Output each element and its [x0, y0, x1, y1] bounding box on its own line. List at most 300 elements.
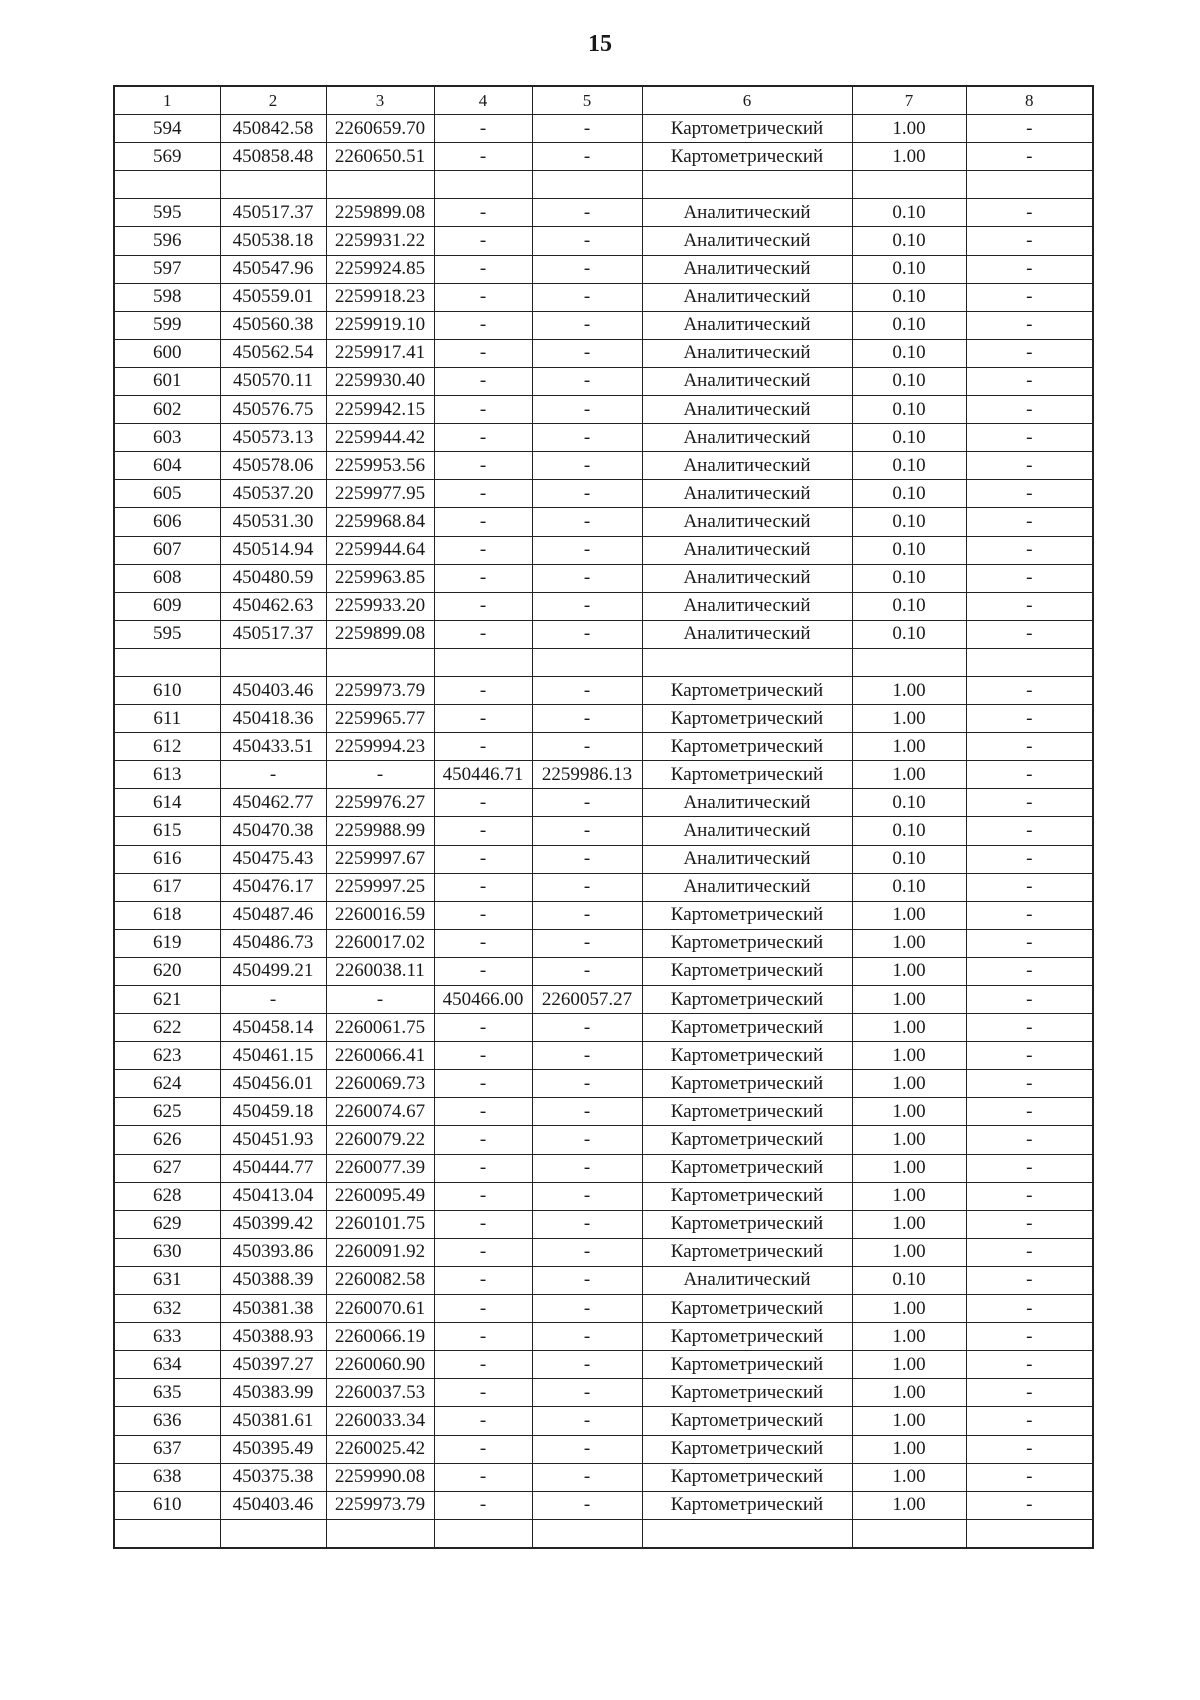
cell-x-existing: 450461.15: [220, 1042, 326, 1070]
cell-method: Аналитический: [642, 255, 852, 283]
cell-point-number: 595: [114, 620, 220, 648]
cell-point-number: 613: [114, 761, 220, 789]
table-row: [114, 1098, 1093, 1126]
cell-x-existing: 450470.38: [220, 817, 326, 845]
cell-x-new: -: [434, 452, 532, 480]
cell-accuracy: 0.10: [852, 592, 966, 620]
cell-point-number: 614: [114, 789, 220, 817]
cell-accuracy: 0.10: [852, 396, 966, 424]
cell-description: -: [966, 452, 1093, 480]
cell-point-number: 628: [114, 1182, 220, 1210]
table-row: [114, 1295, 1093, 1323]
cell-x-new: -: [434, 620, 532, 648]
cell-method: Аналитический: [642, 339, 852, 367]
cell-x-new: -: [434, 817, 532, 845]
cell-x-existing: 450388.93: [220, 1323, 326, 1351]
cell-y-existing: 2260079.22: [326, 1126, 434, 1154]
cell-y-existing: 2260016.59: [326, 901, 434, 929]
cell-x-existing: 450433.51: [220, 733, 326, 761]
cell-accuracy: 1.00: [852, 901, 966, 929]
cell-y-new: -: [532, 789, 642, 817]
cell-y-existing: 2259988.99: [326, 817, 434, 845]
cell-point-number: 630: [114, 1238, 220, 1266]
cell-y-new: 2259986.13: [532, 761, 642, 789]
cell-method: Картометрический: [642, 115, 852, 143]
cell-method: Аналитический: [642, 817, 852, 845]
cell-x-new: -: [434, 1463, 532, 1491]
cell-y-new: -: [532, 1182, 642, 1210]
cell-y-existing: [326, 171, 434, 199]
table-row: [114, 508, 1093, 536]
cell-point-number: 629: [114, 1210, 220, 1238]
cell-x-existing: 450858.48: [220, 143, 326, 171]
cell-y-new: 2260057.27: [532, 986, 642, 1014]
header-row: [114, 86, 1093, 115]
cell-accuracy: 1.00: [852, 1154, 966, 1182]
cell-description: -: [966, 508, 1093, 536]
cell-description: -: [966, 845, 1093, 873]
cell-y-existing: [326, 648, 434, 676]
cell-x-existing: -: [220, 761, 326, 789]
cell-y-existing: 2259930.40: [326, 367, 434, 395]
cell-point-number: 609: [114, 592, 220, 620]
cell-y-new: -: [532, 901, 642, 929]
cell-y-new: -: [532, 396, 642, 424]
cell-x-new: -: [434, 424, 532, 452]
column-header-2: 2: [220, 86, 326, 115]
cell-point-number: 631: [114, 1266, 220, 1294]
cell-y-existing: 2260066.19: [326, 1323, 434, 1351]
cell-y-new: -: [532, 1351, 642, 1379]
cell-description: -: [966, 1491, 1093, 1519]
cell-x-existing: 450381.61: [220, 1407, 326, 1435]
cell-x-existing: 450399.42: [220, 1210, 326, 1238]
table-row: [114, 283, 1093, 311]
cell-y-existing: 2259976.27: [326, 789, 434, 817]
cell-description: -: [966, 1070, 1093, 1098]
cell-point-number: 569: [114, 143, 220, 171]
cell-point-number: 627: [114, 1154, 220, 1182]
cell-y-existing: 2259963.85: [326, 564, 434, 592]
cell-x-new: -: [434, 1435, 532, 1463]
cell-method: Аналитический: [642, 789, 852, 817]
cell-accuracy: [852, 171, 966, 199]
cell-x-existing: 450458.14: [220, 1014, 326, 1042]
column-header-1: 1: [114, 86, 220, 115]
cell-y-existing: 2260033.34: [326, 1407, 434, 1435]
column-header-8: 8: [966, 86, 1093, 115]
cell-accuracy: 1.00: [852, 1070, 966, 1098]
cell-x-new: -: [434, 480, 532, 508]
cell-point-number: 618: [114, 901, 220, 929]
cell-description: -: [966, 143, 1093, 171]
cell-description: -: [966, 1098, 1093, 1126]
cell-accuracy: 0.10: [852, 367, 966, 395]
cell-method: Аналитический: [642, 592, 852, 620]
cell-method: Аналитический: [642, 227, 852, 255]
cell-y-existing: 2259919.10: [326, 311, 434, 339]
cell-y-new: -: [532, 1323, 642, 1351]
cell-description: -: [966, 255, 1093, 283]
cell-description: -: [966, 1238, 1093, 1266]
cell-point-number: 619: [114, 929, 220, 957]
table-row: [114, 705, 1093, 733]
cell-x-new: -: [434, 1351, 532, 1379]
separator-row: [114, 1519, 1093, 1548]
cell-x-new: -: [434, 705, 532, 733]
cell-x-new: -: [434, 1295, 532, 1323]
cell-y-existing: 2259942.15: [326, 396, 434, 424]
cell-x-new: -: [434, 115, 532, 143]
cell-y-existing: 2260060.90: [326, 1351, 434, 1379]
cell-description: -: [966, 339, 1093, 367]
coordinates-table: [113, 85, 1094, 1549]
column-header-3: 3: [326, 86, 434, 115]
cell-y-existing: 2260095.49: [326, 1182, 434, 1210]
cell-description: -: [966, 1014, 1093, 1042]
cell-y-new: -: [532, 1295, 642, 1323]
cell-point-number: 608: [114, 564, 220, 592]
table-row: [114, 873, 1093, 901]
cell-description: -: [966, 1295, 1093, 1323]
cell-method: Аналитический: [642, 367, 852, 395]
column-header-7: 7: [852, 86, 966, 115]
cell-x-new: 450446.71: [434, 761, 532, 789]
cell-description: -: [966, 1210, 1093, 1238]
cell-y-existing: 2259953.56: [326, 452, 434, 480]
cell-y-existing: 2260650.51: [326, 143, 434, 171]
cell-y-new: -: [532, 845, 642, 873]
cell-x-new: [434, 171, 532, 199]
cell-x-existing: 450480.59: [220, 564, 326, 592]
cell-x-new: -: [434, 845, 532, 873]
cell-point-number: 607: [114, 536, 220, 564]
cell-x-existing: 450842.58: [220, 115, 326, 143]
table-row: [114, 311, 1093, 339]
cell-x-existing: 450476.17: [220, 873, 326, 901]
cell-method: Картометрический: [642, 1210, 852, 1238]
cell-accuracy: 1.00: [852, 1014, 966, 1042]
cell-y-existing: 2260025.42: [326, 1435, 434, 1463]
cell-accuracy: 1.00: [852, 1098, 966, 1126]
cell-x-existing: 450451.93: [220, 1126, 326, 1154]
cell-x-existing: 450538.18: [220, 227, 326, 255]
table-row: [114, 424, 1093, 452]
cell-description: [966, 1519, 1093, 1548]
cell-x-existing: 450444.77: [220, 1154, 326, 1182]
cell-x-new: [434, 648, 532, 676]
cell-accuracy: 1.00: [852, 1295, 966, 1323]
cell-method: Картометрический: [642, 1351, 852, 1379]
cell-accuracy: 0.10: [852, 255, 966, 283]
cell-description: -: [966, 592, 1093, 620]
cell-x-new: -: [434, 733, 532, 761]
cell-accuracy: [852, 1519, 966, 1548]
cell-description: -: [966, 227, 1093, 255]
table-row: [114, 1014, 1093, 1042]
cell-description: -: [966, 480, 1093, 508]
cell-description: -: [966, 1266, 1093, 1294]
cell-description: -: [966, 817, 1093, 845]
cell-point-number: 595: [114, 199, 220, 227]
table-row: [114, 1182, 1093, 1210]
table-row: [114, 1407, 1093, 1435]
cell-x-new: -: [434, 873, 532, 901]
cell-y-new: -: [532, 620, 642, 648]
cell-method: Картометрический: [642, 1014, 852, 1042]
cell-accuracy: 1.00: [852, 1351, 966, 1379]
cell-point-number: 599: [114, 311, 220, 339]
cell-x-new: -: [434, 396, 532, 424]
table-row: [114, 761, 1093, 789]
cell-method: Картометрический: [642, 705, 852, 733]
cell-method: Картометрический: [642, 733, 852, 761]
cell-x-existing: 450456.01: [220, 1070, 326, 1098]
cell-description: -: [966, 311, 1093, 339]
cell-point-number: [114, 171, 220, 199]
cell-y-new: -: [532, 1266, 642, 1294]
cell-method: Картометрический: [642, 1126, 852, 1154]
cell-description: -: [966, 1379, 1093, 1407]
cell-x-existing: 450418.36: [220, 705, 326, 733]
cell-accuracy: 0.10: [852, 311, 966, 339]
cell-x-new: -: [434, 1154, 532, 1182]
cell-accuracy: 1.00: [852, 929, 966, 957]
cell-description: -: [966, 620, 1093, 648]
cell-x-existing: 450475.43: [220, 845, 326, 873]
cell-method: Аналитический: [642, 873, 852, 901]
cell-point-number: 635: [114, 1379, 220, 1407]
table-row: [114, 957, 1093, 985]
cell-x-existing: 450462.77: [220, 789, 326, 817]
cell-x-existing: [220, 648, 326, 676]
table-row: [114, 1463, 1093, 1491]
cell-y-existing: 2259965.77: [326, 705, 434, 733]
cell-x-existing: [220, 1519, 326, 1548]
cell-x-existing: 450397.27: [220, 1351, 326, 1379]
cell-x-existing: 450576.75: [220, 396, 326, 424]
cell-method: [642, 1519, 852, 1548]
cell-method: Аналитический: [642, 564, 852, 592]
cell-y-new: -: [532, 1154, 642, 1182]
cell-point-number: 637: [114, 1435, 220, 1463]
cell-method: Картометрический: [642, 1323, 852, 1351]
cell-description: -: [966, 789, 1093, 817]
table-row: [114, 1351, 1093, 1379]
cell-method: Картометрический: [642, 1491, 852, 1519]
cell-description: -: [966, 115, 1093, 143]
cell-description: -: [966, 1126, 1093, 1154]
cell-point-number: 616: [114, 845, 220, 873]
cell-x-new: -: [434, 564, 532, 592]
cell-description: -: [966, 901, 1093, 929]
cell-y-existing: 2259931.22: [326, 227, 434, 255]
cell-accuracy: 1.00: [852, 1407, 966, 1435]
cell-accuracy: 1.00: [852, 115, 966, 143]
table-row: [114, 1154, 1093, 1182]
cell-y-existing: 2260069.73: [326, 1070, 434, 1098]
cell-point-number: 610: [114, 1491, 220, 1519]
cell-y-new: -: [532, 564, 642, 592]
cell-point-number: 623: [114, 1042, 220, 1070]
cell-x-existing: 450547.96: [220, 255, 326, 283]
cell-description: -: [966, 1182, 1093, 1210]
cell-description: -: [966, 873, 1093, 901]
cell-point-number: 602: [114, 396, 220, 424]
cell-method: Аналитический: [642, 283, 852, 311]
cell-x-new: -: [434, 1070, 532, 1098]
cell-y-existing: 2259968.84: [326, 508, 434, 536]
cell-accuracy: 1.00: [852, 1210, 966, 1238]
cell-description: -: [966, 676, 1093, 704]
cell-accuracy: 0.10: [852, 339, 966, 367]
cell-method: Аналитический: [642, 536, 852, 564]
cell-method: Картометрический: [642, 1295, 852, 1323]
cell-description: -: [966, 424, 1093, 452]
cell-accuracy: 1.00: [852, 1435, 966, 1463]
cell-y-existing: 2259997.25: [326, 873, 434, 901]
page-number: 15: [588, 31, 612, 57]
cell-point-number: 596: [114, 227, 220, 255]
cell-method: Картометрический: [642, 901, 852, 929]
cell-y-new: -: [532, 1210, 642, 1238]
cell-point-number: 601: [114, 367, 220, 395]
cell-x-existing: 450559.01: [220, 283, 326, 311]
cell-accuracy: 0.10: [852, 845, 966, 873]
column-header-5: 5: [532, 86, 642, 115]
cell-accuracy: 1.00: [852, 1379, 966, 1407]
cell-accuracy: 1.00: [852, 1323, 966, 1351]
cell-point-number: 626: [114, 1126, 220, 1154]
cell-accuracy: [852, 648, 966, 676]
cell-y-new: -: [532, 1435, 642, 1463]
cell-y-existing: 2259990.08: [326, 1463, 434, 1491]
cell-x-new: -: [434, 1210, 532, 1238]
cell-y-existing: 2260074.67: [326, 1098, 434, 1126]
table-row: [114, 199, 1093, 227]
cell-description: -: [966, 986, 1093, 1014]
cell-x-existing: 450388.39: [220, 1266, 326, 1294]
separator-row: [114, 171, 1093, 199]
cell-y-existing: 2259899.08: [326, 620, 434, 648]
cell-y-existing: 2260037.53: [326, 1379, 434, 1407]
cell-accuracy: 0.10: [852, 508, 966, 536]
cell-y-new: -: [532, 592, 642, 620]
table-row: [114, 1323, 1093, 1351]
cell-accuracy: 1.00: [852, 705, 966, 733]
cell-x-existing: 450531.30: [220, 508, 326, 536]
cell-x-existing: 450486.73: [220, 929, 326, 957]
cell-x-new: -: [434, 508, 532, 536]
table-row: [114, 367, 1093, 395]
cell-method: Картометрический: [642, 986, 852, 1014]
table-row: [114, 339, 1093, 367]
cell-method: Картометрический: [642, 929, 852, 957]
cell-point-number: 632: [114, 1295, 220, 1323]
table-row: [114, 1070, 1093, 1098]
cell-x-existing: 450403.46: [220, 1491, 326, 1519]
table-row: [114, 1435, 1093, 1463]
cell-y-existing: [326, 1519, 434, 1548]
cell-x-new: -: [434, 1491, 532, 1519]
cell-point-number: 625: [114, 1098, 220, 1126]
cell-point-number: 622: [114, 1014, 220, 1042]
table-row: [114, 255, 1093, 283]
cell-x-existing: 450381.38: [220, 1295, 326, 1323]
cell-x-existing: 450573.13: [220, 424, 326, 452]
table-row: [114, 536, 1093, 564]
cell-y-existing: 2260066.41: [326, 1042, 434, 1070]
table-row: [114, 1238, 1093, 1266]
table-row: [114, 620, 1093, 648]
cell-method: Аналитический: [642, 508, 852, 536]
cell-accuracy: 1.00: [852, 143, 966, 171]
cell-x-existing: 450562.54: [220, 339, 326, 367]
cell-x-new: -: [434, 592, 532, 620]
cell-accuracy: 0.10: [852, 536, 966, 564]
cell-x-existing: 450570.11: [220, 367, 326, 395]
cell-x-new: -: [434, 227, 532, 255]
cell-point-number: 597: [114, 255, 220, 283]
table-row: [114, 1126, 1093, 1154]
cell-y-existing: 2259994.23: [326, 733, 434, 761]
cell-description: -: [966, 1154, 1093, 1182]
cell-point-number: [114, 648, 220, 676]
cell-y-new: -: [532, 1407, 642, 1435]
cell-method: Картометрический: [642, 1070, 852, 1098]
cell-accuracy: 1.00: [852, 761, 966, 789]
table-row: [114, 480, 1093, 508]
cell-y-existing: 2260038.11: [326, 957, 434, 985]
cell-y-existing: 2259933.20: [326, 592, 434, 620]
cell-y-existing: 2260082.58: [326, 1266, 434, 1294]
cell-y-new: -: [532, 1014, 642, 1042]
cell-x-existing: 450395.49: [220, 1435, 326, 1463]
cell-y-new: -: [532, 536, 642, 564]
cell-accuracy: 1.00: [852, 676, 966, 704]
cell-accuracy: 0.10: [852, 424, 966, 452]
cell-y-existing: 2259973.79: [326, 1491, 434, 1519]
cell-method: [642, 648, 852, 676]
table-row: [114, 789, 1093, 817]
cell-x-new: -: [434, 929, 532, 957]
cell-point-number: 604: [114, 452, 220, 480]
table-row: [114, 1266, 1093, 1294]
cell-x-new: -: [434, 1126, 532, 1154]
cell-description: -: [966, 733, 1093, 761]
cell-point-number: 620: [114, 957, 220, 985]
cell-y-existing: 2259917.41: [326, 339, 434, 367]
cell-y-new: -: [532, 705, 642, 733]
cell-x-new: -: [434, 676, 532, 704]
cell-x-new: -: [434, 1323, 532, 1351]
cell-x-existing: 450499.21: [220, 957, 326, 985]
table-row: [114, 1379, 1093, 1407]
cell-x-new: -: [434, 901, 532, 929]
cell-y-new: -: [532, 227, 642, 255]
cell-point-number: 598: [114, 283, 220, 311]
cell-y-new: -: [532, 1238, 642, 1266]
cell-x-existing: 450413.04: [220, 1182, 326, 1210]
table-row: [114, 986, 1093, 1014]
cell-description: -: [966, 957, 1093, 985]
cell-description: -: [966, 1323, 1093, 1351]
cell-description: -: [966, 367, 1093, 395]
cell-x-new: -: [434, 311, 532, 339]
table-row: [114, 396, 1093, 424]
cell-accuracy: 1.00: [852, 1126, 966, 1154]
table-row: [114, 592, 1093, 620]
